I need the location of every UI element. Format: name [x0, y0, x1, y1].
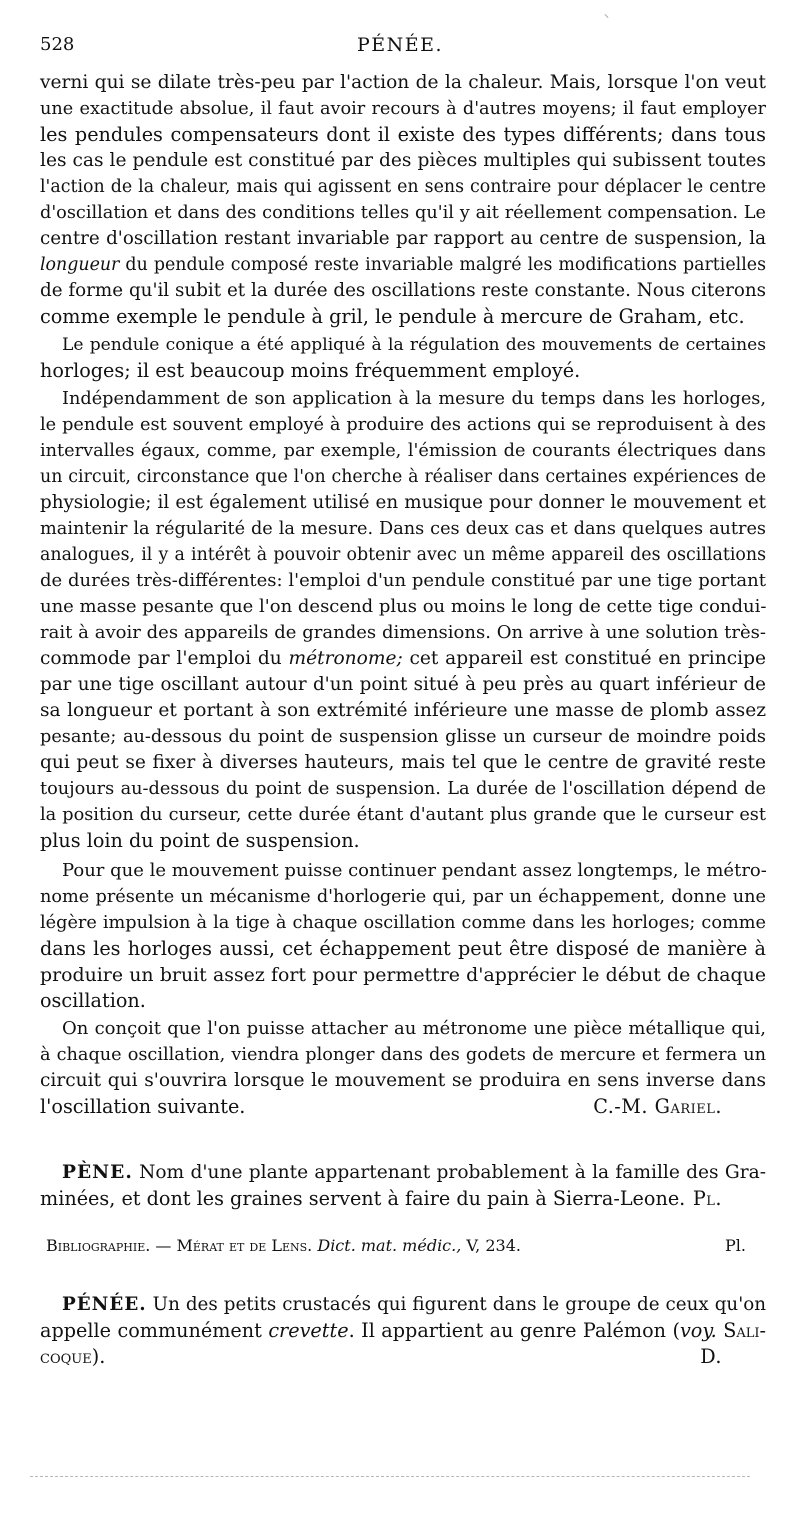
italic-term: métronome;	[288, 648, 403, 669]
body-line: de forme qu'il subit et la durée des oscillations reste constante. Nous citerons	[40, 280, 766, 301]
bibliography-authors: Mérat et de Lens.	[176, 1236, 313, 1255]
entry-text: minées, et dont les graines servent à faire du pain à Sierra-Leone.	[40, 1187, 686, 1210]
entry-pene-line2	[40, 1186, 766, 1212]
body-line: le pendule est souvent employé à produire des actions qui se reproduisent à des	[40, 415, 766, 435]
body-line: longueur du pendule composé reste invariable malgré les modifications partielles	[40, 255, 766, 275]
body-line: centre d'oscillation restant invariable par rapport au centre de suspension, la	[40, 228, 766, 249]
running-header	[0, 34, 800, 60]
margin-mark: ⸜	[604, 9, 609, 20]
italic-term: longueur	[40, 255, 120, 275]
body-line: verni qui se dilate très-peu par l'action de la chaleur. Mais, lorsque l'on veut	[40, 72, 766, 93]
body-line: intervalles égaux, comme, par exemple, l'émission de courants électriques dans	[40, 441, 766, 461]
entry-penee-line2	[40, 1318, 766, 1344]
body-line: Indépendamment de son application à la mesure du temps dans les horloges,	[62, 389, 766, 409]
body-line: analogues, il y a intérêt à pouvoir obtenir avec un même appareil des oscillations	[40, 545, 766, 565]
entry-cross-ref-target: Sali-	[723, 1319, 766, 1342]
body-line: l'oscillation suivante.	[40, 1095, 246, 1118]
body-line: horloges; il est beaucoup moins fréquemment employé.	[40, 359, 581, 382]
body-line: par une tige oscillant autour d'un point situé à peu près au quart inférieur de	[40, 674, 766, 695]
body-line: circuit qui s'ouvrira lorsque le mouvement se produira en sens inverse dans	[40, 1070, 766, 1091]
bibliography-ref: V, 234.	[466, 1236, 521, 1255]
entry-text: appelle communément	[40, 1319, 262, 1342]
body-line: produire un bruit assez fort pour permettre d'apprécier le début de chaque	[40, 964, 766, 986]
body-line: la position du curseur, cette durée étant d'autant plus grande que le curseur est	[40, 805, 766, 825]
author-signature: D.	[700, 1345, 722, 1368]
page-number: 528	[40, 34, 75, 55]
body-line: légère impulsion à la tige à chaque oscillation comme dans les horloges; comme	[40, 913, 766, 933]
body-line: nome présente un mécanisme d'horlogerie qui, par un échappement, donne une	[40, 887, 766, 907]
body-line: physiologie; il est également utilisé en musique pour donner le mouvement et	[40, 492, 766, 513]
body-line: commode par l'emploi du métronome; cet appareil est constitué en principe	[40, 648, 766, 669]
author-signature: C.-M. Gariel.	[593, 1095, 722, 1118]
body-line: qui peut se fixer à diverses hauteurs, mais tel que le centre de gravité reste	[40, 752, 766, 773]
author-signature: Pl.	[725, 1236, 746, 1255]
body-line: les pendules compensateurs dont il existe des types différents; dans tous	[40, 123, 766, 146]
body-line: un circuit, circonstance que l'on cherche à réaliser dans certaines expériences de	[40, 467, 766, 487]
body-line: de durées très-différentes: l'emploi d'un pendule constitué par une tige portant	[40, 570, 766, 591]
body-line: plus loin du point de suspension.	[40, 829, 360, 852]
bibliography-work: Dict. mat. médic.,	[317, 1236, 462, 1255]
body-line: une exactitude absolue, il faut avoir recours à d'autres moyens; il faut employer	[40, 99, 766, 119]
entry-headword: PÉNÉE.	[62, 1294, 147, 1315]
body-line: Le pendule conique a été appliqué à la régulation des mouvements de certaines	[62, 335, 766, 355]
body-line: l'action de la chaleur, mais qui agissent en sens contraire pour déplacer le centre	[40, 177, 766, 197]
body-line: On conçoit que l'on puisse attacher au métronome une pièce métallique qui,	[62, 1018, 766, 1039]
body-line: une masse pesante que l'on descend plus ou moins le long de cette tige condui-	[40, 596, 767, 617]
body-line: dans les horloges aussi, cet échappement peut être disposé de manière à	[40, 937, 766, 960]
body-line: comme exemple le pendule à gril, le pendule à mercure de Graham, etc.	[40, 305, 745, 328]
body-line-with-signature	[40, 1094, 766, 1120]
entry-pene-line1	[62, 1160, 766, 1186]
running-title: PÉNÉE.	[356, 34, 444, 56]
entry-headword: PÈNE.	[62, 1162, 133, 1183]
entry-penee-line1	[62, 1292, 766, 1318]
body-line: d'oscillation et dans des conditions telles qu'il y ait réellement compensation. Le	[40, 203, 766, 223]
bibliography-line	[46, 1234, 746, 1258]
body-line: pesante; au-dessous du point de suspension glisse un curseur de moindre poids	[40, 727, 766, 747]
bibliography-label: Bibliographie. —	[46, 1236, 172, 1255]
body-line: oscillation.	[40, 989, 146, 1012]
author-signature: Pl.	[692, 1187, 722, 1210]
body-line: maintenir la régularité de la mesure. Dans ces deux cas et dans quelques autres	[40, 519, 766, 539]
body-line: à chaque oscillation, viendra plonger dans des godets de mercure et fermera un	[40, 1045, 766, 1065]
entry-text: . Il appartient au genre Palémon (	[348, 1319, 680, 1342]
entry-text: Un des petits crustacés qui figurent dans le groupe de ceux qu'on	[152, 1294, 766, 1315]
entry-text: Nom d'une plante appartenant probablement à la famille des Gra-	[139, 1162, 766, 1183]
entry-cross-ref: voy.	[679, 1319, 717, 1342]
entry-text: coque).	[40, 1345, 106, 1368]
body-line: toujours au-dessous du point de suspension. La durée de l'oscillation dépend de	[40, 779, 766, 799]
entry-italic-term: crevette	[268, 1319, 349, 1342]
body-line: Pour que le mouvement puisse continuer pendant assez longtemps, le métro-	[62, 860, 767, 881]
body-line: les cas le pendule est constitué par des pièces multiples qui subissent toutes	[40, 150, 766, 171]
body-line: rait à avoir des appareils de grandes dimensions. On arrive à une solution très-	[40, 622, 766, 643]
body-line: sa longueur et portant à son extrémité inférieure une masse de plomb assez	[40, 700, 766, 721]
entry-penee-line3	[40, 1344, 766, 1370]
footer-rule	[30, 1476, 750, 1479]
